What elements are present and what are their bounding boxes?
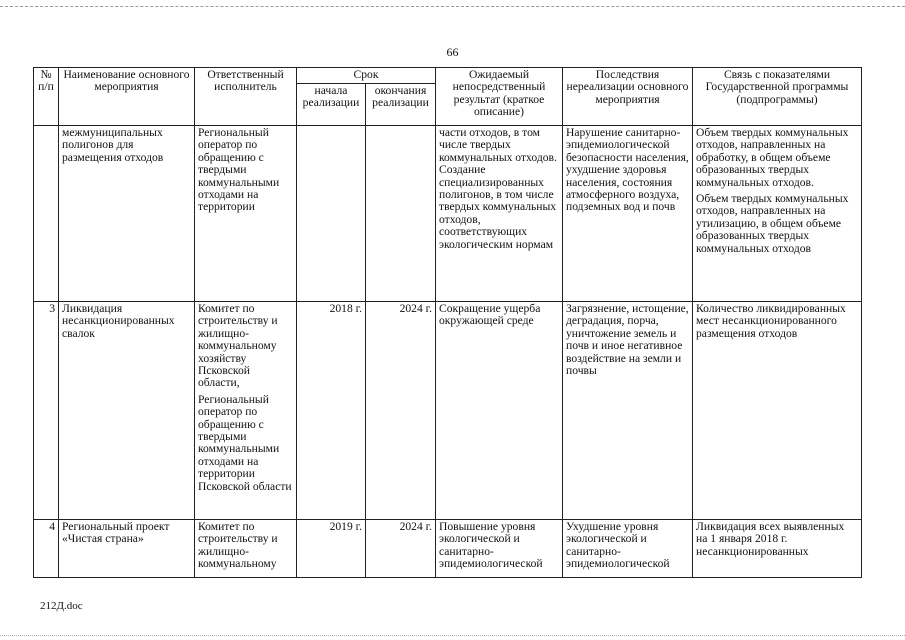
row-num: 3: [34, 302, 59, 520]
row-name: Ликвидация несанкционированных свалок: [59, 302, 195, 520]
header-consequences: Последствия нереализации основного мероприятия: [563, 68, 693, 126]
row-end: 2024 г.: [366, 302, 436, 520]
responsible-text: Комитет по строительству и жилищно-коммунальному: [198, 520, 278, 571]
row-num: 4: [34, 520, 59, 578]
row-start: [297, 126, 366, 302]
row-expected: Повышение уровня экологической и санитарно-эпидемиологической: [436, 520, 563, 578]
responsible-text: Региональный оператор по обращению с твердыми коммунальными отходами на территории Псковской области: [198, 392, 292, 493]
row-start: 2019 г.: [297, 520, 366, 578]
responsible-text: Региональный оператор по обращению с твердыми коммунальными отходами на территории: [198, 126, 280, 214]
table-row: [34, 302, 862, 520]
link-text: Ликвидация всех выявленных на 1 января 2018 г. несанкционированных: [696, 520, 845, 558]
header-term: Срок: [297, 68, 436, 84]
header-name: Наименование основного мероприятия: [59, 68, 195, 126]
row-name: межмуниципальных полигонов для размещения отходов: [59, 126, 195, 302]
row-link: [693, 520, 862, 578]
footer-filename: 212Д.doc: [40, 600, 83, 612]
scan-edge-bottom: [0, 635, 905, 640]
row-num: [34, 126, 59, 302]
row-consequences: Нарушение санитарно-эпидемиологической безопасности населения, ухудшение здоровья населения, состояния атмосферного воздуха, подземных вод и почв: [563, 126, 693, 302]
page-number: 66: [446, 45, 459, 59]
row-link: [693, 126, 862, 302]
row-responsible: [195, 126, 297, 302]
row-start: 2018 г.: [297, 302, 366, 520]
header-start: начала реализации: [297, 84, 366, 126]
row-consequences: Ухудшение уровня экологической и санитарно-эпидемиологической: [563, 520, 693, 578]
link-text: Объем твердых коммунальных отходов, направленных на утилизацию, в общем объеме образованных твердых коммунальных отходов: [696, 192, 849, 255]
measures-table: [33, 67, 862, 578]
header-expected: Ожидаемый непосредственный результат (краткое описание): [436, 68, 563, 126]
table-row: [34, 520, 862, 578]
row-responsible: [195, 520, 297, 578]
header-responsible: Ответственный исполнитель: [195, 68, 297, 126]
table-row: [34, 126, 862, 302]
row-expected: Сокращение ущерба окружающей среде: [436, 302, 563, 520]
row-expected: части отходов, в том числе твердых коммунальных отходов. Создание специализированных полигонов, в том числе твердых коммунальных отходов, соответствующих экологическим нормам: [436, 126, 563, 302]
row-name: Региональный проект «Чистая страна»: [59, 520, 195, 578]
link-text: Объем твердых коммунальных отходов, направленных на обработку, в общем объеме образованных твердых коммунальных отходов.: [696, 126, 849, 189]
responsible-text: Комитет по строительству и жилищно-коммунальному хозяйству Псковской области,: [198, 302, 278, 390]
header-num: № п/п: [34, 68, 59, 126]
row-link: [693, 302, 862, 520]
scan-edge-top: [0, 0, 905, 7]
header-link: Связь с показателями Государственной программы (подпрограммы): [693, 68, 862, 126]
link-text: Количество ликвидированных мест несанкционированного размещения отходов: [696, 302, 846, 340]
row-end: 2024 г.: [366, 520, 436, 578]
row-end: [366, 126, 436, 302]
row-consequences: Загрязнение, истощение, деградация, порча, уничтожение земель и почв и иное негативное воздействие на земли и почвы: [563, 302, 693, 520]
header-end: окончания реализации: [366, 84, 436, 126]
row-responsible: [195, 302, 297, 520]
